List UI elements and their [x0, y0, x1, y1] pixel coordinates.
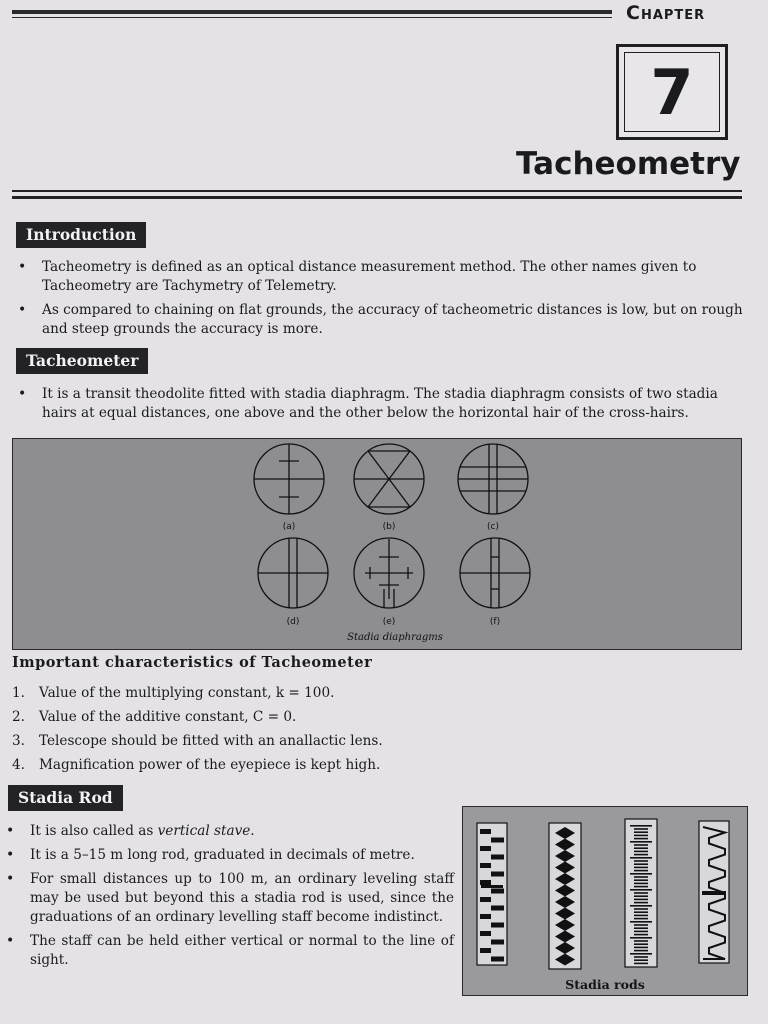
chapter-label: Chapter — [626, 2, 706, 24]
label-f: (f) — [489, 617, 501, 627]
title-rule-thin — [12, 190, 742, 192]
item-number: 3. — [12, 733, 25, 749]
stadia-diaphragms-figure — [12, 438, 742, 650]
diaphragm-a — [254, 444, 324, 514]
list-item — [12, 681, 383, 705]
introduction-bullets — [14, 258, 744, 344]
item-number: 1. — [12, 685, 25, 701]
chapter-number-box — [616, 44, 728, 140]
characteristics-list — [12, 681, 383, 777]
stadia-rods-drawing — [463, 807, 749, 997]
stadia-rods-figure — [462, 806, 748, 996]
list-item: • For small distances up to 100 m, an ordinary leveling staff may be used but beyond this a stadia rod is used, since the graduations of an ordinary levelling staff become indistinct. — [2, 870, 454, 927]
diaphragm-b — [354, 444, 424, 514]
title-rule-thick — [12, 196, 742, 199]
label-a: (a) — [282, 522, 296, 532]
item-text: Telescope should be fitted with an anallactic lens. — [39, 733, 383, 749]
label-b: (b) — [382, 522, 396, 532]
characteristics-heading: Important characteristics of Tacheometer — [12, 654, 373, 671]
list-item — [12, 729, 383, 753]
list-item: • Tacheometry is defined as an optical distance measurement method. The other names given to Tacheometry are Tachymetry of Telemetry. — [14, 258, 744, 296]
list-item: • The staff can be held either vertical or normal to the line of sight. — [2, 932, 454, 970]
list-item — [2, 822, 454, 841]
header-rule — [12, 10, 612, 14]
diaphragm-d — [258, 538, 328, 608]
tacheometer-bullets — [14, 385, 744, 428]
chapter-title: Tacheometry — [516, 146, 741, 182]
chapter-number: 7 — [624, 52, 720, 132]
item-text: Value of the multiplying constant, k = 100. — [39, 685, 335, 701]
stadia-rod-bullets — [2, 822, 454, 975]
item-number: 4. — [12, 757, 25, 773]
section-heading-stadia-rod: Stadia Rod — [8, 785, 123, 811]
list-item — [12, 753, 383, 777]
stadia-rods-caption: Stadia rods — [565, 977, 645, 992]
diaphragms-caption: Stadia diaphragms — [347, 632, 443, 643]
diaphragm-f — [460, 538, 530, 608]
bullet-text: It is also called as — [30, 823, 158, 839]
item-number: 2. — [12, 709, 25, 725]
header-rule-thin — [12, 17, 612, 18]
list-item — [12, 705, 383, 729]
section-heading-tacheometer: Tacheometer — [16, 348, 148, 374]
label-d: (d) — [286, 617, 300, 627]
section-heading-introduction: Introduction — [16, 222, 146, 248]
list-item: • It is a transit theodolite fitted with stadia diaphragm. The stadia diaphragm consists of two stadia hairs at equal distances, one above and the other below the horizontal hair of the cross-hairs. — [14, 385, 744, 423]
list-item: • It is a 5–15 m long rod, graduated in decimals of metre. — [2, 846, 454, 865]
item-text: Magnification power of the eyepiece is kept high. — [39, 757, 381, 773]
diaphragm-c — [458, 444, 528, 514]
list-item: • As compared to chaining on flat grounds, the accuracy of tacheometric distances is low, but on rough and steep grounds the accuracy is more. — [14, 301, 744, 339]
label-c: (c) — [487, 522, 499, 532]
diaphragm-e — [354, 538, 424, 608]
item-text: Value of the additive constant, C = 0. — [39, 709, 297, 725]
bullet-emphasis: vertical stave. — [157, 823, 255, 839]
label-e: (e) — [382, 617, 396, 627]
diaphragms-drawing — [13, 439, 743, 651]
